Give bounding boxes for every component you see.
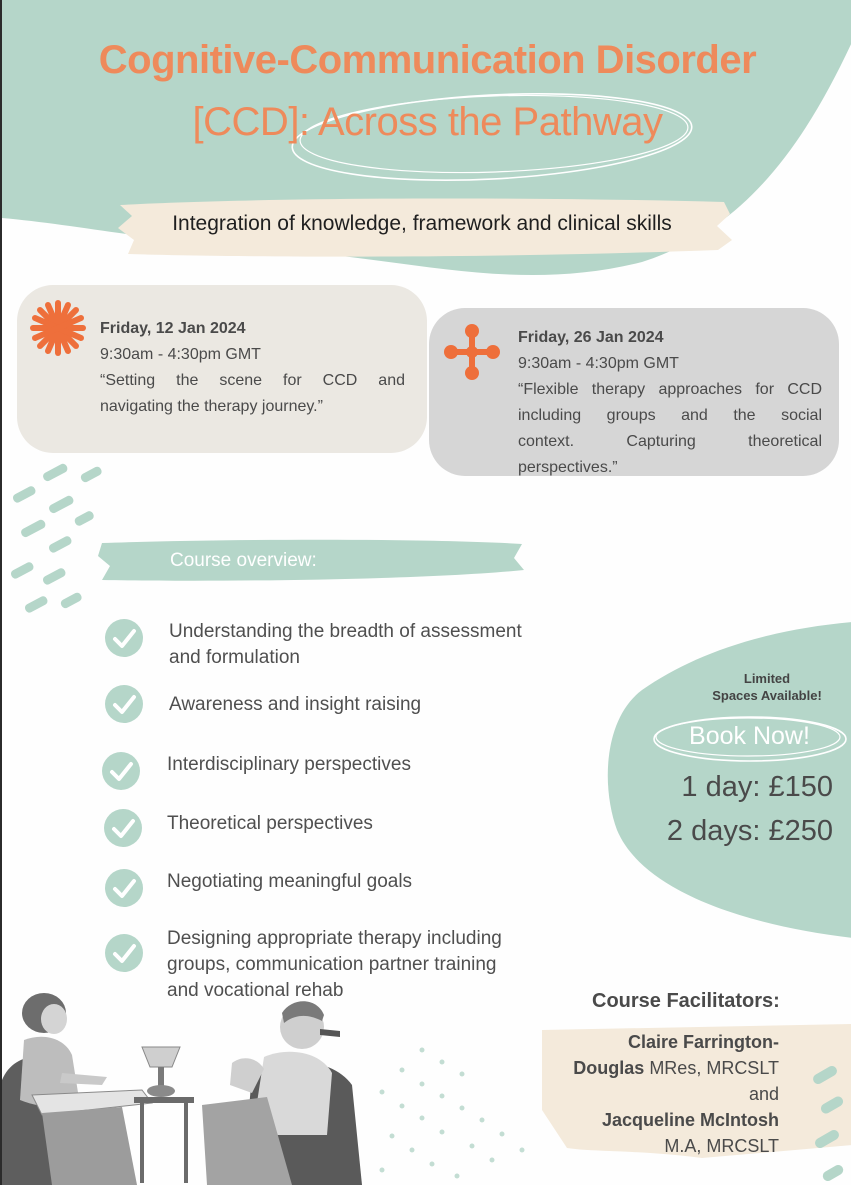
session-1-description	[100, 368, 405, 420]
overview-item	[167, 869, 412, 895]
price-1-day: 1 day: £150	[681, 771, 833, 803]
overview-item-line: Interdisciplinary perspectives	[167, 754, 411, 775]
subtitle: Integration of knowledge, framework and clinical skills	[172, 212, 672, 235]
facilitator-line-5: M.A, MRCSLT	[664, 1136, 779, 1156]
overview-item	[169, 619, 522, 671]
session-1-time: 9:30am - 4:30pm GMT	[100, 346, 261, 363]
overview-item-line: Designing appropriate therapy including	[167, 928, 502, 949]
description-line: perspectives.”	[518, 459, 618, 476]
facilitator-line-4: Jacqueline McIntosh	[601, 1110, 779, 1130]
overview-item	[169, 692, 421, 718]
facilitator-credentials: MRes, MRCSLT	[644, 1058, 779, 1078]
limited-spaces-note	[692, 670, 842, 704]
cross-nodes-icon	[443, 323, 501, 381]
title-line-1: Cognitive-Communication Disorder	[98, 38, 757, 82]
facilitator-line-2	[573, 1058, 779, 1079]
check-circle-icon	[104, 684, 144, 724]
check-circle-icon	[104, 933, 144, 973]
book-now-button[interactable]: Book Now!	[689, 722, 810, 750]
overview-item-line: Awareness and insight raising	[169, 694, 422, 715]
facilitator-and: and	[748, 1084, 779, 1104]
overview-item-line: and formulation	[169, 647, 300, 668]
limited-line-2: Spaces Available!	[712, 688, 822, 703]
check-circle-icon	[104, 618, 144, 658]
overview-item-line: Negotiating meaningful goals	[167, 871, 413, 892]
description-line: navigating the therapy journey.”	[100, 398, 323, 415]
description-line: “Flexible therapy approaches for CCD	[518, 381, 822, 398]
description-line: including groups and the social	[518, 407, 822, 424]
limited-line-1: Limited	[743, 671, 791, 686]
overview-item-line: groups, communication partner training	[167, 954, 497, 975]
session-2-date: Friday, 26 Jan 2024	[518, 329, 664, 346]
description-line: “Setting the scene for CCD and	[100, 372, 405, 389]
price-2-days: 2 days: £250	[666, 815, 833, 847]
overview-item-line: Understanding the breadth of assessment	[169, 621, 522, 642]
session-2-time: 9:30am - 4:30pm GMT	[518, 355, 679, 372]
vintage-illustration	[2, 985, 382, 1185]
facilitators-heading: Course Facilitators:	[592, 990, 780, 1012]
description-line: context. Capturing theoretical	[518, 433, 822, 450]
check-circle-icon	[104, 868, 144, 908]
title-line-2: [CCD]: Across the Pathway	[192, 100, 663, 144]
session-1-date: Friday, 12 Jan 2024	[100, 320, 246, 337]
overview-item	[167, 752, 411, 778]
check-circle-icon	[101, 751, 141, 791]
overview-item	[167, 811, 373, 837]
facilitator-line-1: Claire Farrington-	[627, 1032, 779, 1052]
course-overview-heading: Course overview:	[170, 550, 317, 571]
overview-item-line: Theoretical perspectives	[167, 813, 373, 834]
asterisk-flower-icon	[28, 298, 88, 358]
overview-item-line: and vocational rehab	[167, 980, 344, 1001]
facilitator-surname: Douglas	[573, 1058, 645, 1078]
check-circle-icon	[103, 808, 143, 848]
session-2-description	[518, 377, 822, 481]
